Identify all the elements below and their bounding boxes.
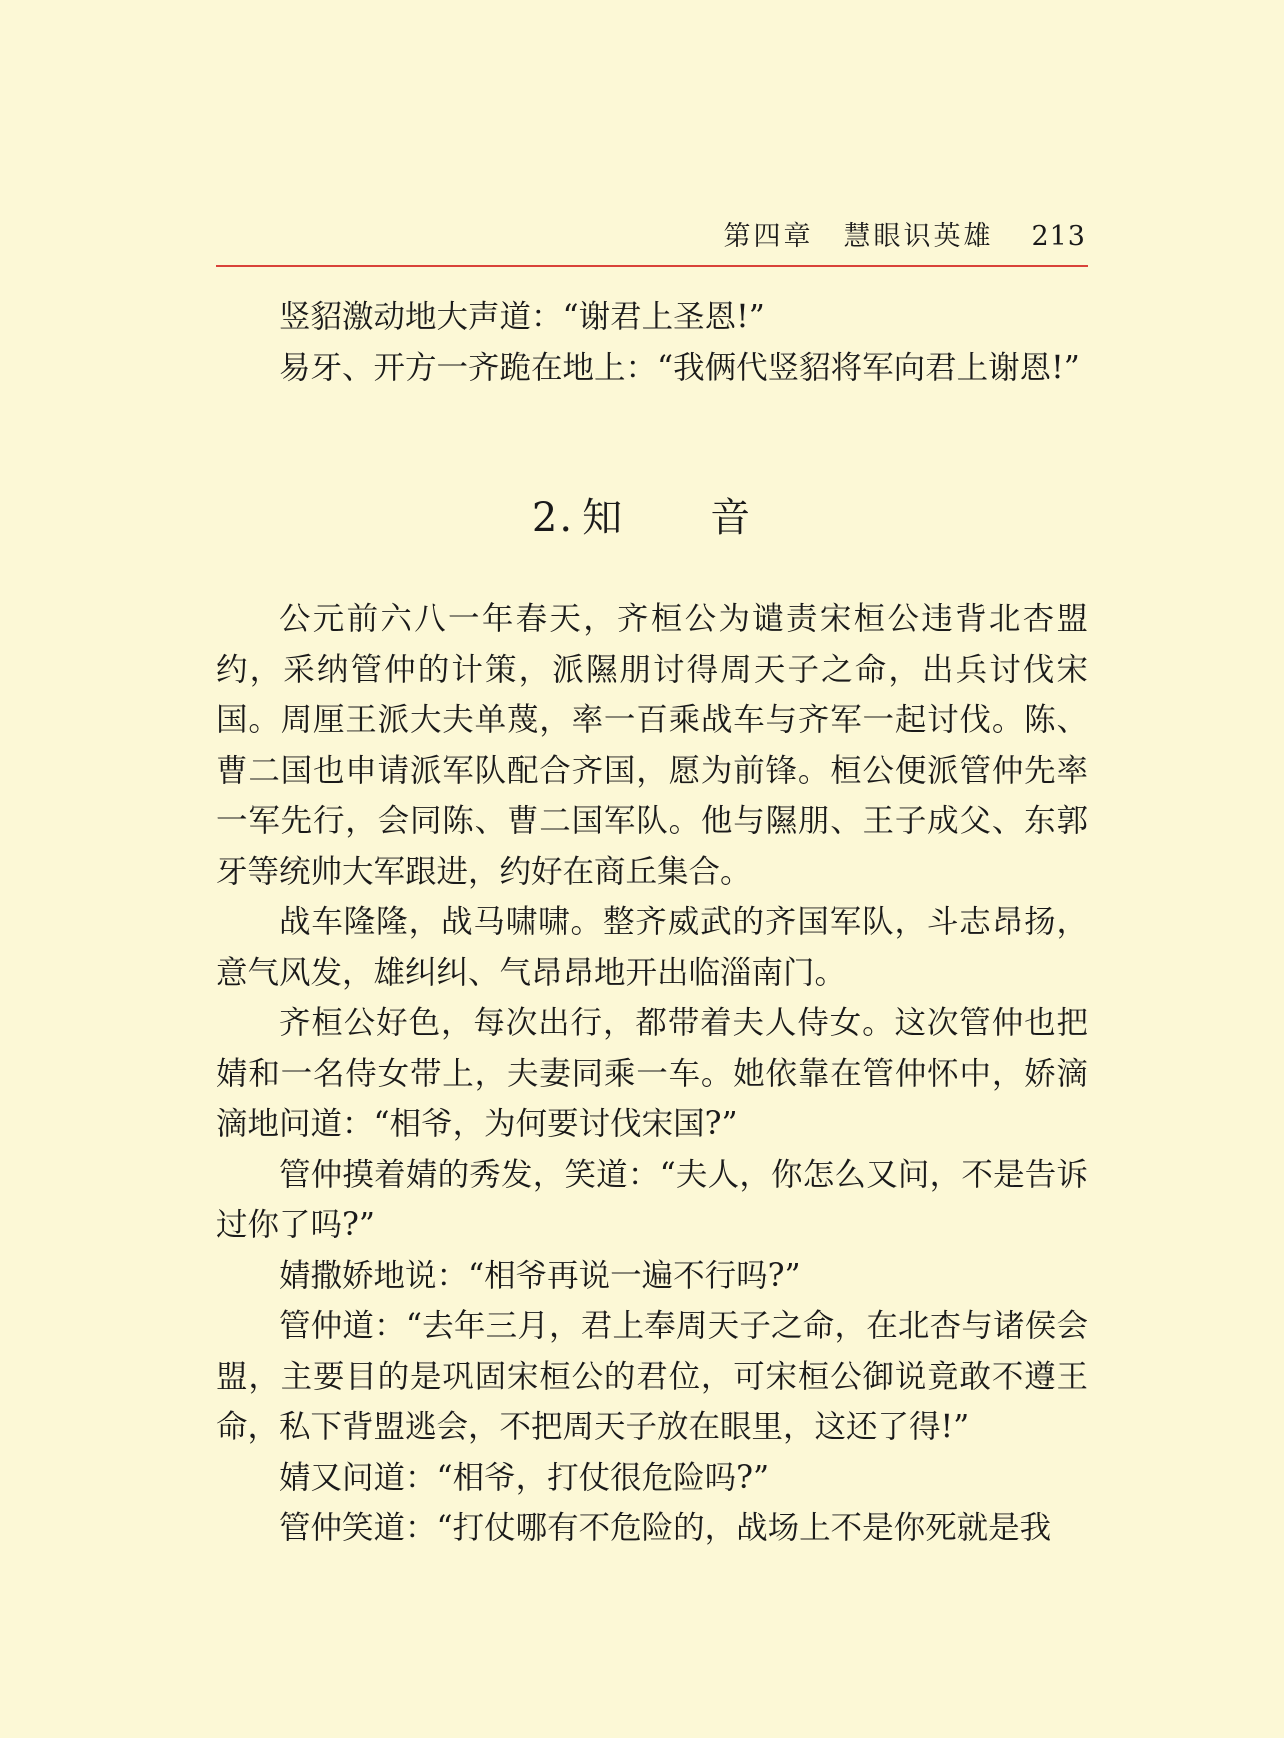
paragraph: 公元前六八一年春天，齐桓公为谴责宋桓公违背北杏盟约，采纳管仲的计策，派隰朋讨得周天子之命，出兵讨伐宋国。周厘王派大夫单蔑，率一百乘战车与齐军一起讨伐。陈、曹二国也申请派军队配合齐国，愿为前锋。桓公便派管仲先率一军先行，会同陈、曹二国军队。他与隰朋、王子成父、东郭牙等统帅大军跟进，约好在商丘集合。 xyxy=(216,601,1088,890)
header-rule xyxy=(216,265,1088,267)
paragraph: 婧又问道：“相爷，打仗很危险吗?” xyxy=(279,1459,770,1496)
paragraph: 管仲道：“去年三月，君上奉周天子之命，在北杏与诸侯会盟，主要目的是巩固宋桓公的君位，可宋桓公御说竟敢不遵王命，私下背盟逃会，不把周天子放在眼里，这还了得!” xyxy=(216,1308,1088,1445)
paragraph: 战车隆隆，战马啸啸。整齐威武的齐国军队，斗志昂扬，意气风发，雄纠纠、气昂昂地开出临淄南门。 xyxy=(216,904,1088,991)
paragraph: 易牙、开方一齐跪在地上：“我俩代竖貂将军向君上谢恩!” xyxy=(279,349,1080,386)
section-title-char: 知 xyxy=(582,495,625,541)
paragraph: 管仲笑道：“打仗哪有不危险的，战场上不是你死就是我 xyxy=(279,1510,1052,1546)
section-title xyxy=(0,488,1284,548)
paragraph: 齐桓公好色，每次出行，都带着夫人侍女。这次管仲也把婧和一名侍女带上，夫妻同乘一车。她依靠在管仲怀中，娇滴滴地问道：“相爷，为何要讨伐宋国?” xyxy=(216,1005,1088,1142)
body-text-block xyxy=(216,594,1088,1554)
chapter-title: 慧眼识英雄 xyxy=(843,221,994,252)
chapter-label: 第四章 xyxy=(723,221,814,252)
section-number: 2. xyxy=(531,495,575,541)
paragraph: 管仲摸着婧的秀发，笑道：“夫人，你怎么又问，不是告诉过你了吗?” xyxy=(216,1156,1088,1243)
paragraph: 婧撒娇地说：“相爷再说一遍不行吗?” xyxy=(279,1257,801,1294)
page-number: 213 xyxy=(1031,221,1086,252)
section-title-char: 音 xyxy=(710,495,753,541)
paragraph: 竖貂激动地大声道：“谢君上圣恩!” xyxy=(279,299,765,335)
top-text-block xyxy=(216,292,1088,393)
running-header xyxy=(216,214,1086,254)
